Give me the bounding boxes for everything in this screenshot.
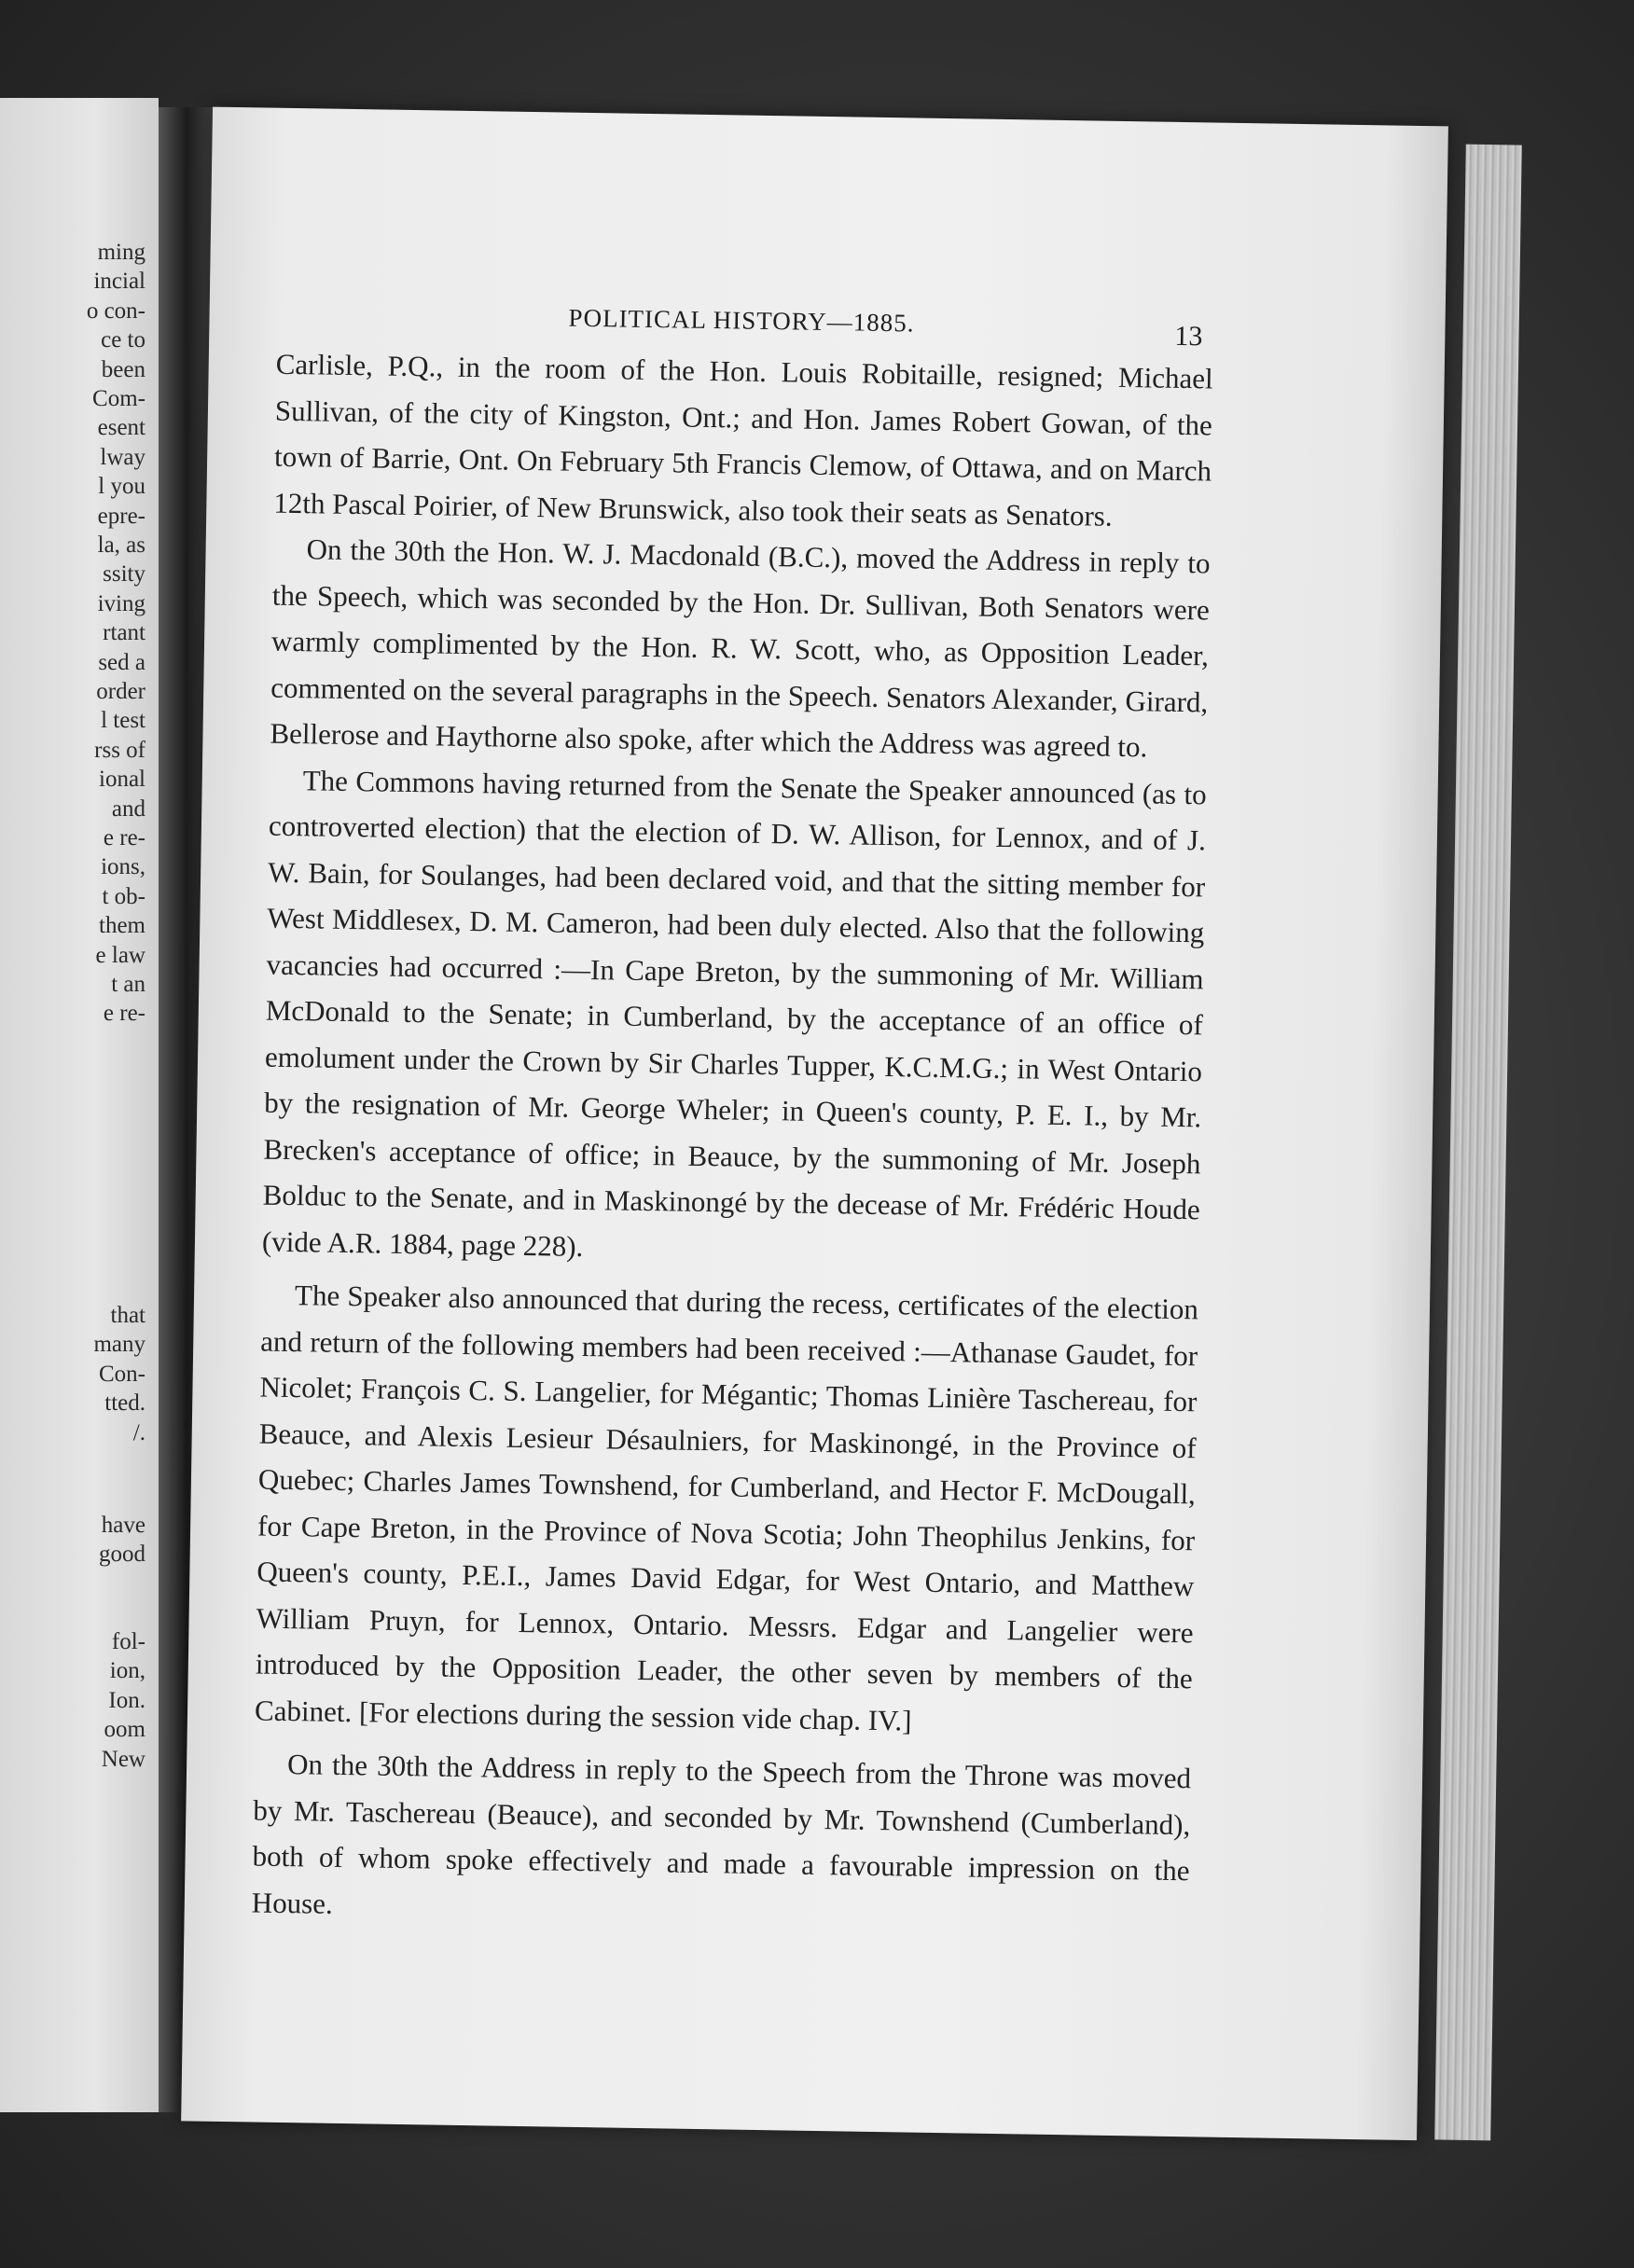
left-page-fragment: Ion. [108, 1687, 145, 1713]
left-page-fragment: been [101, 356, 145, 382]
left-page-fragment: ming [97, 240, 145, 265]
left-page-fragment: rtant [103, 620, 145, 646]
left-page-fragment: sed a [98, 649, 145, 675]
left-page-fragment: oom [104, 1717, 145, 1743]
left-page-fragment: e re- [103, 825, 145, 850]
left-page-fragment: order [96, 679, 145, 704]
left-page-fragment: incial [93, 269, 145, 295]
page-number: 13 [1174, 320, 1203, 353]
left-page-fragment: iving [97, 590, 145, 616]
left-page-fragment: many [93, 1332, 145, 1358]
left-page-fragment: o con- [86, 297, 145, 324]
running-head: POLITICAL HISTORY—1885. [568, 303, 915, 338]
left-page-fragment: lway [100, 444, 145, 470]
paragraph-3: The Commons having returned from the Senate the Speaker announced (as to controverted election) that the election of D. W. Allison, for Lennox, and of J. W. Bain, for Soulanges, had been declared void, and that the sitting member for West Middlesex, D. M. Cameron, had been duly elected. Also that the following vacancies had occurred :—In Cape Breton, by the summoning of Mr. William McDonald to the Senate; in Cumberland, by the acceptance of an office of emolument under the Crown by Sir Charles Tupper, K.C.M.G.; in West Ontario by the resignation of Mr. George Wheler; in Queen's county, P. E. I., by Mr. Brecken's acceptance of office; in Beauce, by the summoning of Mr. Joseph Bolduc to the Senate, and in Maskinongé by the decease of Mr. Frédéric Houde (vide A.R. 1884, page 228). [261, 763, 1207, 1263]
left-page-fragment: t ob- [102, 883, 145, 909]
left-page-fragment: la, as [97, 532, 145, 558]
paragraph-5: On the 30th the Address in reply to the Speech from the Throne was moved by Mr. Taschereau (Beauce), and seconded by Mr. Townshend (Cumberland), both of whom spoke effectively and made a favourable impression on the House. [251, 1748, 1192, 1920]
left-page-fragment: /. [132, 1419, 145, 1445]
paragraph-1: Carlisle, P.Q., in the room of the Hon. Louis Robitaille, resigned; Michael Sullivan, of the city of Kingston, Ont.; and Hon. James Robert Gowan, of the town of Barrie, Ont. On February 5th Francis Clemow, of Ottawa, and on March 12th Pascal Poirier, of New Brunswick, also took their seats as Senators. [273, 347, 1213, 532]
left-page-fragment: that [110, 1303, 145, 1328]
left-page-fragment: fol- [111, 1629, 145, 1654]
left-page-fragment: them [99, 913, 145, 939]
left-page-fragment: and [111, 795, 145, 822]
left-page-fragment: Con- [99, 1361, 145, 1387]
left-page-fragment: esent [97, 415, 145, 441]
left-page-fragment: ssity [103, 561, 145, 588]
left-page-fragment: ional [99, 767, 145, 793]
left-page-fragment: good [99, 1542, 145, 1568]
left-page-fragment: ion, [109, 1658, 145, 1684]
left-page-fragment: rss of [94, 737, 145, 763]
paragraph-2: On the 30th the Hon. W. J. Macdonald (B.C.), moved the Address in reply to the Speech, which was seconded by the Hon. Dr. Sullivan, Both Senators were warmly complimented by the Hon. R. W. Scott, who, as Opposition Leader, commented on the several paragraphs in the Speech. Senators Alexander, Girard, Bellerose and Haythorne also spoke, after which the Address was agreed to. [270, 532, 1211, 764]
left-page-fragment: e re- [103, 1001, 145, 1027]
book-page [181, 107, 1448, 2141]
left-page-fragment: ions, [101, 854, 145, 880]
paragraph-4: The Speaker also announced that during the recess, certificates of the election and return of the following members had been received :—Athanase Gaudet, for Nicolet; François C. S. Langelier, for Mégantic; Thomas Linière Taschereau, for Beauce, and Alexis Lesieur Désaulniers, for Maskinongé, in the Province of Quebec; Charles James Townshend, for Cumberland, and Hector F. McDougall, for Cape Breton, in the Province of Nova Scotia; John Theophilus Jenkins, for Queen's county, P.E.I., James David Edgar, for West Ontario, and Matthew William Pruyn, for Lennox, Ontario. Messrs. Edgar and Langelier were introduced by the Opposition Leader, the other seven by members of the Cabinet. [For elections during the session vide chap. IV.] [254, 1279, 1199, 1737]
left-page-fragment: New [101, 1746, 145, 1772]
left-page-fragment: e law [95, 942, 145, 968]
left-page-fragment: Com- [92, 386, 145, 411]
left-facing-page [0, 98, 159, 2112]
left-page-fragment: epre- [97, 503, 145, 529]
left-page-fragment: l you [98, 474, 145, 500]
left-page-fragment: t an [111, 972, 145, 997]
body-text [251, 341, 1213, 1941]
left-page-fragment: l test [101, 708, 145, 734]
left-page-fragment: tted. [104, 1390, 145, 1417]
left-page-fragment: have [101, 1513, 145, 1538]
left-page-fragment: ce to [101, 327, 145, 353]
